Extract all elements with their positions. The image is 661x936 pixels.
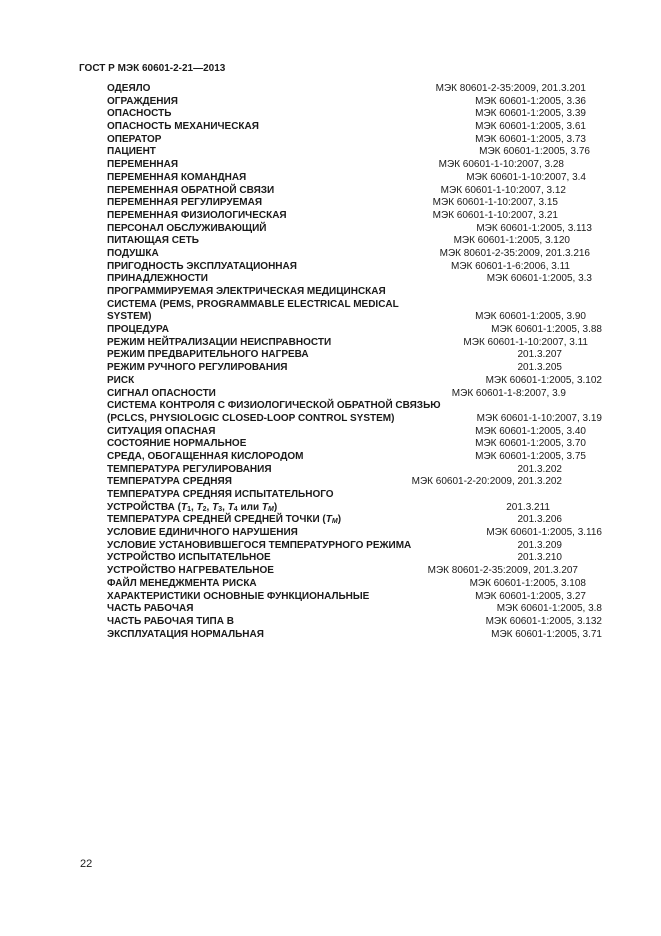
entry-reference: МЭК 60601-1:2005, 3.75 (475, 450, 586, 462)
entry-reference: МЭК 60601-1:2005, 3.90 (475, 311, 586, 323)
entry-term: УСЛОВИЕ УСТАНОВИВШЕГОСЯ ТЕМПЕРАТУРНОГО РЕЖИМА (107, 539, 412, 551)
index-entry (107, 159, 602, 172)
index-entry (107, 197, 602, 210)
entry-reference: МЭК 60601-1:2005, 3.76 (479, 146, 590, 158)
entry-term: ОПЕРАТОР (107, 133, 162, 145)
index-entry (107, 603, 602, 616)
entry-term: ПЕРЕМЕННАЯ ОБРАТНОЙ СВЯЗИ (107, 184, 275, 196)
entry-reference: МЭК 60601-1:2005, 3.27 (475, 590, 586, 602)
entry-reference: 201.3.206 (517, 514, 562, 526)
entry-term: ТЕМПЕРАТУРА СРЕДНЕЙ СРЕДНЕЙ ТОЧКИ $(T_M)$ (107, 514, 342, 526)
term-index (107, 83, 602, 641)
index-entry (107, 261, 602, 274)
entry-term: ОДЕЯЛО (107, 83, 151, 94)
entry-reference: 201.3.207 (517, 349, 562, 361)
index-entry (107, 464, 602, 477)
index-entry (107, 337, 602, 350)
index-entry (107, 134, 602, 147)
index-entry (107, 489, 602, 502)
index-entry (107, 565, 602, 578)
index-entry (107, 375, 602, 388)
entry-reference: МЭК 60601-1:2005, 3.36 (475, 95, 586, 107)
entry-reference: МЭК 80601-2-35:2009, 201.3.201 (435, 83, 586, 94)
entry-reference: МЭК 60601-1:2005, 3.61 (475, 121, 586, 133)
index-entry (107, 388, 602, 401)
entry-term: ХАРАКТЕРИСТИКИ ОСНОВНЫЕ ФУНКЦИОНАЛЬНЫЕ (107, 590, 370, 602)
entry-reference: 201.3.210 (517, 552, 562, 564)
index-entry (107, 426, 602, 439)
index-entry (107, 273, 602, 286)
entry-reference: МЭК 60601-1:2005, 3.40 (475, 425, 586, 437)
entry-reference: МЭК 60601-1:2005, 3.8 (496, 603, 602, 615)
entry-term: ПРИНАДЛЕЖНОСТИ (107, 273, 208, 285)
entry-reference: МЭК 60601-1-10:2007, 3.4 (466, 171, 586, 183)
entry-reference: МЭК 60601-2-20:2009, 201.3.202 (411, 476, 562, 488)
index-entry (107, 286, 602, 299)
entry-term: РЕЖИМ ПРЕДВАРИТЕЛЬНОГО НАГРЕВА (107, 349, 309, 361)
entry-term: СРЕДА, ОБОГАЩЕННАЯ КИСЛОРОДОМ (107, 450, 304, 462)
entry-reference: МЭК 60601-1:2005, 3.70 (475, 438, 586, 450)
entry-reference: МЭК 60601-1:2005, 3.71 (491, 628, 602, 640)
entry-reference: 201.3.211 (506, 501, 550, 513)
index-entry (107, 502, 602, 515)
index-entry (107, 438, 602, 451)
index-entry (107, 108, 602, 121)
entry-term: РЕЖИМ НЕЙТРАЛИЗАЦИИ НЕИСПРАВНОСТИ (107, 336, 332, 348)
index-entry (107, 400, 602, 413)
index-entry (107, 311, 602, 324)
entry-reference: 201.3.202 (517, 463, 562, 475)
entry-term: УСЛОВИЕ ЕДИНИЧНОГО НАРУШЕНИЯ (107, 527, 298, 539)
entry-term: РЕЖИМ РУЧНОГО РЕГУЛИРОВАНИЯ (107, 362, 288, 374)
entry-term: УСТРОЙСТВО НАГРЕВАТЕЛЬНОЕ (107, 565, 274, 577)
entry-term: ТЕМПЕРАТУРА СРЕДНЯЯ ИСПЫТАТЕЛЬНОГО (107, 489, 334, 500)
entry-reference: 201.3.209 (517, 539, 562, 551)
entry-reference: МЭК 60601-1:2005, 3.73 (475, 133, 586, 145)
entry-term: ПЕРЕМЕННАЯ КОМАНДНАЯ (107, 171, 247, 183)
entry-reference: МЭК 80601-2-35:2009, 201.3.207 (427, 565, 578, 577)
entry-term: ПЕРСОНАЛ ОБСЛУЖИВАЮЩИЙ (107, 222, 267, 234)
index-entry (107, 527, 602, 540)
entry-reference: МЭК 60601-1-10:2007, 3.28 (438, 159, 564, 171)
entry-term: ПРОЦЕДУРА (107, 324, 169, 336)
entry-reference: МЭК 60601-1:2005, 3.132 (485, 615, 602, 627)
entry-term: ЭКСПЛУАТАЦИЯ НОРМАЛЬНАЯ (107, 628, 264, 640)
entry-term: ПРИГОДНОСТЬ ЭКСПЛУАТАЦИОННАЯ (107, 260, 297, 272)
index-entry (107, 299, 602, 312)
index-entry (107, 223, 602, 236)
index-entry (107, 413, 602, 426)
entry-reference: МЭК 60601-1:2005, 3.108 (469, 577, 586, 589)
index-entry (107, 83, 602, 96)
entry-term: SYSTEM) (107, 311, 152, 323)
entry-term: СИТУАЦИЯ ОПАСНАЯ (107, 425, 216, 437)
index-entry (107, 248, 602, 261)
entry-reference: МЭК 60601-1:2005, 3.116 (486, 527, 602, 539)
entry-reference: МЭК 60601-1-8:2007, 3.9 (451, 387, 566, 399)
entry-term: ПАЦИЕНТ (107, 146, 156, 158)
entry-term: ПЕРЕМЕННАЯ РЕГУЛИРУЕМАЯ (107, 197, 263, 209)
index-entry (107, 629, 602, 642)
index-entry (107, 121, 602, 134)
entry-term: ФАЙЛ МЕНЕДЖМЕНТА РИСКА (107, 577, 257, 589)
entry-reference: 201.3.205 (517, 362, 562, 374)
document-header: ГОСТ Р МЭК 60601-2-21—2013 (79, 63, 226, 74)
entry-reference: МЭК 60601-1-10:2007, 3.19 (476, 412, 602, 424)
entry-term: ТЕМПЕРАТУРА СРЕДНЯЯ (107, 476, 232, 488)
index-entry (107, 616, 602, 629)
entry-reference: МЭК 60601-1-10:2007, 3.21 (432, 209, 558, 221)
entry-reference: МЭК 60601-1:2005, 3.102 (485, 374, 602, 386)
index-entry (107, 324, 602, 337)
entry-term: СИСТЕМА КОНТРОЛЯ С ФИЗИОЛОГИЧЕСКОЙ ОБРАТНОЙ СВЯЗЬЮ (107, 400, 441, 412)
entry-reference: МЭК 60601-1-10:2007, 3.15 (432, 197, 558, 209)
entry-reference: МЭК 60601-1-10:2007, 3.11 (463, 336, 588, 348)
entry-term: (PCLCS, PHYSIOLOGIC CLOSED-LOOP CONTROL SYSTEM) (107, 412, 395, 424)
index-entry (107, 362, 602, 375)
index-entry (107, 552, 602, 565)
page-number: 22 (80, 858, 93, 870)
entry-term: ОГРАЖДЕНИЯ (107, 95, 178, 107)
index-entry (107, 96, 602, 109)
entry-term: ПЕРЕМЕННАЯ (107, 159, 179, 171)
entry-term: ПРОГРАММИРУЕМАЯ ЭЛЕКТРИЧЕСКАЯ МЕДИЦИНСКАЯ (107, 286, 386, 297)
index-entry (107, 235, 602, 248)
entry-reference: МЭК 60601-1-10:2007, 3.12 (440, 184, 566, 196)
index-entry (107, 476, 602, 489)
entry-term: СИСТЕМА (PEMS, PROGRAMMABLE ELECTRICAL MEDICAL (107, 298, 399, 310)
entry-term: УСТРОЙСТВА ($T_1$, $T_2$, $T_3$, $T_4$ или $T_M$) (107, 501, 278, 513)
index-entry (107, 514, 602, 527)
entry-reference: МЭК 60601-1-6:2006, 3.11 (450, 260, 570, 272)
entry-term: ПОДУШКА (107, 247, 159, 259)
index-entry (107, 451, 602, 464)
index-entry (107, 540, 602, 553)
entry-term: ОПАСНОСТЬ МЕХАНИЧЕСКАЯ (107, 121, 259, 133)
index-entry (107, 578, 602, 591)
entry-term: ТЕМПЕРАТУРА РЕГУЛИРОВАНИЯ (107, 463, 272, 475)
entry-term: СИГНАЛ ОПАСНОСТИ (107, 387, 216, 399)
entry-term: РИСК (107, 374, 135, 386)
index-entry (107, 349, 602, 362)
entry-term: ЧАСТЬ РАБОЧАЯ ТИПА В (107, 615, 234, 627)
entry-term: УСТРОЙСТВО ИСПЫТАТЕЛЬНОЕ (107, 552, 271, 564)
entry-reference: МЭК 60601-1:2005, 3.39 (475, 108, 586, 120)
index-entry (107, 210, 602, 223)
entry-term: СОСТОЯНИЕ НОРМАЛЬНОЕ (107, 438, 247, 450)
entry-reference: МЭК 60601-1:2005, 3.3 (486, 273, 592, 285)
entry-term: ПИТАЮЩАЯ СЕТЬ (107, 235, 199, 247)
index-entry (107, 172, 602, 185)
entry-reference: МЭК 60601-1:2005, 3.120 (453, 235, 570, 247)
entry-term: ОПАСНОСТЬ (107, 108, 172, 120)
index-entry (107, 185, 602, 198)
entry-reference: МЭК 60601-1:2005, 3.113 (476, 222, 592, 234)
entry-reference: МЭК 80601-2-35:2009, 201.3.216 (439, 247, 590, 259)
entry-term: ПЕРЕМЕННАЯ ФИЗИОЛОГИЧЕСКАЯ (107, 209, 287, 221)
index-entry (107, 146, 602, 159)
entry-reference: МЭК 60601-1:2005, 3.88 (491, 324, 602, 336)
entry-term: ЧАСТЬ РАБОЧАЯ (107, 603, 194, 615)
index-entry (107, 591, 602, 604)
